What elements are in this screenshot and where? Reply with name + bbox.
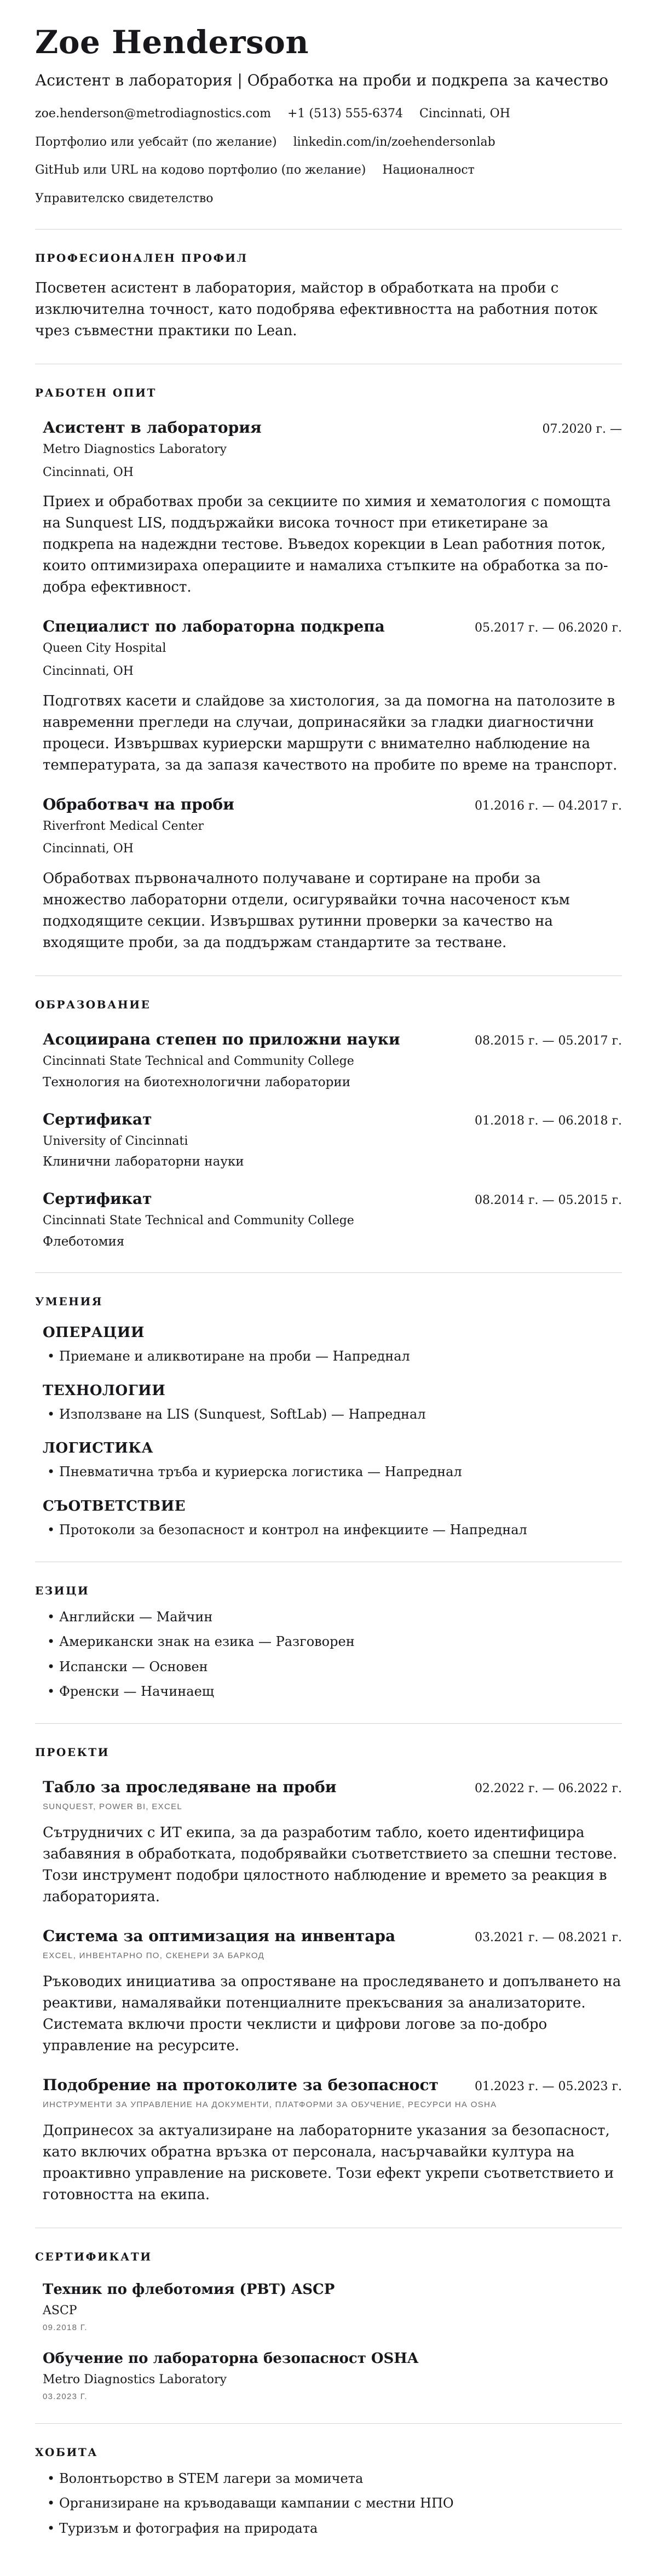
education-title: Асоциирана степен по приложни науки bbox=[43, 1030, 400, 1048]
hobby-item: • Волонтьорство в STEM лагери за момичета bbox=[43, 2470, 622, 2488]
section-profile bbox=[35, 251, 622, 342]
skill-group bbox=[35, 1324, 622, 1366]
profile-heading: ПРОФЕСИОНАЛЕН ПРОФИЛ bbox=[35, 251, 248, 265]
education-field: Флеботомия bbox=[43, 1235, 125, 1249]
project-tags: EXCEL, ИНВЕНТАРНО ПО, СКЕНЕРИ ЗА БАРКОД bbox=[43, 1950, 264, 1960]
project-dates: 03.2021 г. — 08.2021 г. bbox=[475, 1930, 622, 1944]
experience-heading: РАБОТЕН ОПИТ bbox=[35, 386, 157, 399]
job-company: Metro Diagnostics Laboratory bbox=[43, 442, 227, 456]
profile-text: Посветен асистент в лаборатория, майстор в обработката на проби с изключителна точност, като подобрява ефективността на работния поток чрез съвместни практики по Lean. bbox=[35, 279, 598, 339]
contact-block bbox=[35, 106, 622, 207]
contact-row bbox=[35, 134, 622, 151]
project-entry bbox=[35, 2075, 622, 2206]
section-divider bbox=[35, 1723, 622, 1724]
job-description: Обработвах първоначалното получаване и сортиране на проби за множество лабораторни отдели, осигурявайки точна насоченост към подходящите секции. Извършвах рутинни проверки за качество на входящите проби, за да поддържам стандартите за тестване. bbox=[43, 870, 570, 951]
skill-item: • Използване на LIS (Sunquest, SoftLab) — Напреднал bbox=[43, 1405, 622, 1424]
education-field: Клинични лабораторни науки bbox=[43, 1155, 244, 1169]
education-dates: 01.2018 г. — 06.2018 г. bbox=[475, 1114, 622, 1128]
projects-heading: ПРОЕКТИ bbox=[35, 1745, 110, 1759]
job-title: Асистент в лаборатория bbox=[43, 418, 262, 437]
resume-header bbox=[35, 24, 622, 207]
skills-heading: УМЕНИЯ bbox=[35, 1295, 103, 1309]
project-dates: 02.2022 г. — 06.2022 г. bbox=[475, 1781, 622, 1795]
project-tags: SUNQUEST, POWER BI, EXCEL bbox=[43, 1802, 183, 1811]
education-dates: 08.2015 г. — 05.2017 г. bbox=[475, 1034, 622, 1048]
project-dates: 01.2023 г. — 05.2023 г. bbox=[475, 2079, 622, 2093]
contact-location: Cincinnati, OH bbox=[419, 107, 510, 121]
language-item: • Испански — Основен bbox=[43, 1658, 622, 1677]
section-divider bbox=[35, 229, 622, 230]
certifications-heading: СЕРТИФИКАТИ bbox=[35, 2250, 152, 2263]
contact-phone: +1 (513) 555-6374 bbox=[287, 107, 403, 121]
language-item: • Английски — Майчин bbox=[43, 1608, 622, 1627]
job-location: Cincinnati, OH bbox=[43, 465, 134, 479]
job-entry bbox=[35, 795, 622, 954]
certification-entry bbox=[35, 2350, 622, 2401]
project-description: Допринесох за актуализиране на лабораторните указания за безопасност, като включих обратна връзка от персонала, насърчавайки култура на проактивно управление на рисковете. Този ефект укрепи съответствието и готовността на екипа. bbox=[43, 2122, 614, 2203]
contact-github-placeholder: GitHub или URL на кодово портфолио (по желание) bbox=[35, 163, 366, 177]
candidate-headline: Асистент в лаборатория | Обработка на проби и подкрепа за качество bbox=[35, 71, 609, 89]
project-description: Ръководих инициатива за опростяване на проследяването и допълването на реактиви, намалявайки потенциалните прекъсвания за анализаторите. Системата включи прости чеклисти и цифрови логове за по-добро управление на ресурсите. bbox=[43, 1973, 621, 2054]
project-description: Сътрудничих с ИТ екипа, за да разработим табло, което идентифицира забавяния в обработката, подобрявайки съответствието за спешни тестове. Този инструмент подобри цялостното наблюдение и времето за реакция в лабораторията. bbox=[43, 1824, 618, 1905]
skill-item: • Пневматична тръба и куриерска логистика — Напреднал bbox=[43, 1463, 622, 1482]
contact-nationality-placeholder: Националност bbox=[382, 163, 475, 177]
job-entry bbox=[35, 617, 622, 776]
project-title: Система за оптимизация на инвентара bbox=[43, 1926, 396, 1945]
job-company: Riverfront Medical Center bbox=[43, 819, 204, 833]
skill-item: • Приемане и аликвотиране на проби — Напреднал bbox=[43, 1347, 622, 1366]
skill-item: • Протоколи за безопасност и контрол на инфекциите — Напреднал bbox=[43, 1521, 622, 1540]
hobbies-heading: ХОБИТА bbox=[35, 2445, 99, 2459]
section-skills bbox=[35, 1295, 622, 1539]
skill-group-name: ОПЕРАЦИИ bbox=[43, 1324, 145, 1341]
education-school: University of Cincinnati bbox=[43, 1134, 188, 1148]
project-tags: ИНСТРУМЕНТИ ЗА УПРАВЛЕНИЕ НА ДОКУМЕНТИ, ПЛАТФОРМИ ЗА ОБУЧЕНИЕ, РЕСУРСИ НА OSHA bbox=[43, 2099, 497, 2109]
section-education bbox=[35, 998, 622, 1250]
contact-email: zoe.henderson@metrodiagnostics.com bbox=[35, 107, 271, 121]
contact-row bbox=[35, 191, 622, 207]
section-certifications bbox=[35, 2250, 622, 2401]
section-projects bbox=[35, 1746, 622, 2206]
skill-group bbox=[35, 1440, 622, 1482]
section-experience bbox=[35, 386, 622, 954]
job-description: Подготвях касети и слайдове за хистология, за да помогна на патолозите в навременни прегледи на случаи, допринасяйки за гладки диагностични процеси. Извършвах куриерски маршрути с внимателно наблюдение на температурата, за да запазя качеството на пробите по време на транспорт. bbox=[43, 692, 618, 773]
education-entry bbox=[35, 1189, 622, 1250]
contact-license-placeholder: Управителско свидетелство bbox=[35, 192, 214, 206]
section-divider bbox=[35, 1272, 622, 1273]
job-title: Специалист по лабораторна подкрепа bbox=[43, 617, 385, 636]
contact-portfolio-placeholder: Портфолио или уебсайт (по желание) bbox=[35, 135, 277, 149]
education-dates: 08.2014 г. — 05.2015 г. bbox=[475, 1194, 622, 1208]
project-title: Табло за проследяване на проби bbox=[43, 1777, 337, 1796]
job-location: Cincinnati, OH bbox=[43, 842, 134, 856]
language-item: • Френски — Начинаещ bbox=[43, 1683, 622, 1701]
certification-date: 09.2018 Г. bbox=[43, 2322, 88, 2332]
education-school: Cincinnati State Technical and Community College bbox=[43, 1054, 354, 1068]
education-field: Технология на биотехнологични лаборатории bbox=[43, 1075, 351, 1089]
education-title: Сертификат bbox=[43, 1190, 152, 1208]
certification-issuer: Metro Diagnostics Laboratory bbox=[43, 2372, 227, 2386]
education-heading: ОБРАЗОВАНИЕ bbox=[35, 997, 151, 1011]
candidate-name: Zoe Henderson bbox=[35, 24, 309, 61]
skill-group-name: СЪОТВЕТСТВИЕ bbox=[43, 1498, 186, 1514]
section-divider bbox=[35, 2423, 622, 2424]
section-hobbies bbox=[35, 2446, 622, 2538]
education-entry bbox=[35, 1030, 622, 1091]
education-entry bbox=[35, 1110, 622, 1171]
skill-group-name: ЛОГИСТИКА bbox=[43, 1440, 154, 1457]
job-dates: 01.2016 г. — 04.2017 г. bbox=[475, 799, 622, 813]
job-location: Cincinnati, OH bbox=[43, 664, 134, 678]
project-title: Подобрение на протоколите за безопасност bbox=[43, 2075, 439, 2094]
languages-heading: ЕЗИЦИ bbox=[35, 1584, 90, 1597]
hobby-item: • Организиране на кръводаващи кампании с местни НПО bbox=[43, 2494, 622, 2513]
certification-issuer: ASCP bbox=[43, 2303, 77, 2317]
project-entry bbox=[35, 1777, 622, 1908]
job-entry bbox=[35, 418, 622, 598]
hobby-item: • Туризъм и фотография на природата bbox=[43, 2520, 622, 2538]
job-dates: 05.2017 г. — 06.2020 г. bbox=[475, 621, 622, 635]
education-title: Сертификат bbox=[43, 1110, 152, 1128]
certification-date: 03.2023 Г. bbox=[43, 2391, 88, 2401]
job-dates: 07.2020 г. — bbox=[542, 422, 622, 436]
job-company: Queen City Hospital bbox=[43, 641, 166, 656]
job-description: Приех и обработвах проби за секциите по химия и хематология с помощта на Sunquest LIS, поддържайки висока точност при етикетиране за подкрепа на надеждни тестове. Въведох корекции в Lean работния поток, които оптимизираха операциите и намалиха стъпките на обработка за по-добра ефективност. bbox=[43, 494, 611, 596]
language-item: • Американски знак на езика — Разговорен bbox=[43, 1633, 622, 1651]
education-school: Cincinnati State Technical and Community College bbox=[43, 1214, 354, 1228]
skill-group bbox=[35, 1382, 622, 1424]
section-languages bbox=[35, 1584, 622, 1701]
skill-group bbox=[35, 1498, 622, 1540]
skill-group-name: ТЕХНОЛОГИИ bbox=[43, 1382, 166, 1399]
contact-row bbox=[35, 106, 622, 122]
certification-title: Техник по флеботомия (PBT) ASCP bbox=[43, 2281, 335, 2298]
certification-title: Обучение по лабораторна безопасност OSHA bbox=[43, 2350, 419, 2367]
contact-row bbox=[35, 162, 622, 179]
job-title: Обработвач на проби bbox=[43, 795, 234, 813]
project-entry bbox=[35, 1926, 622, 2057]
contact-linkedin: linkedin.com/in/zoehendersonlab bbox=[293, 135, 495, 149]
certification-entry bbox=[35, 2281, 622, 2332]
